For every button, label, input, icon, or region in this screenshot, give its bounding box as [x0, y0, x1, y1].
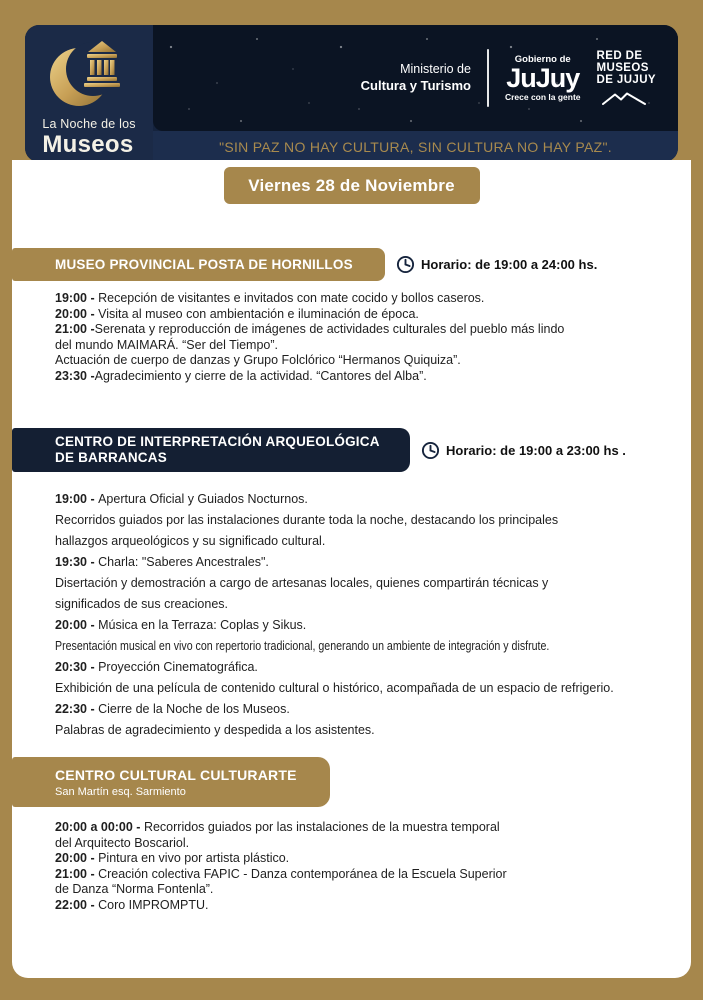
- network-line2: MUSEOS: [596, 61, 649, 74]
- header-right: [153, 25, 678, 162]
- section-subtitle: San Martín esq. Sarmiento: [55, 785, 186, 798]
- schedule-item: 22:00 - Coro IMPROMPTU.: [55, 897, 209, 912]
- network-line1: RED DE: [596, 49, 643, 62]
- schedule-item: significados de sus creaciones.: [55, 597, 229, 611]
- logo-title-line2: Museos: [42, 130, 134, 158]
- vertical-divider: [487, 49, 489, 107]
- section-barrancas-header: [12, 384, 691, 472]
- schedule-item: hallazgos arqueológicos y su significado cultural.: [55, 534, 326, 548]
- schedule-time-row: [396, 255, 597, 274]
- schedule-item: 22:30 - Cierre de la Noche de los Museos.: [55, 702, 290, 716]
- clock-icon: [421, 441, 440, 460]
- schedule-item: 19:00 - Apertura Oficial y Guiados Nocturnos.: [55, 492, 308, 506]
- header-banner: [25, 25, 678, 162]
- schedule-list: [55, 291, 651, 384]
- schedule-label: Horario: de 19:00 a 23:00 hs .: [446, 442, 626, 458]
- section-posta-hornillos-header: [12, 204, 691, 281]
- section-title: CENTRO CULTURAL CULTURARTE: [55, 766, 297, 783]
- section-title-line1: CENTRO DE INTERPRETACIÓN ARQUEOLÓGICA: [55, 434, 380, 450]
- schedule-item: del Arquitecto Boscariol.: [55, 835, 190, 850]
- jujuy-government-logo: [505, 55, 581, 102]
- schedule-label: Horario: de 19:00 a 24:00 hs.: [421, 257, 598, 272]
- crescent-museum-icon: [46, 33, 132, 116]
- schedule-list: [55, 820, 651, 913]
- logo-title-line1: La Noche de los: [42, 117, 136, 131]
- schedule-item: 20:00 a 00:00 - Recorridos guiados por las instalaciones de la muestra temporal: [55, 820, 500, 834]
- ministry-label: [361, 62, 471, 94]
- tagline-text: "SIN PAZ NO HAY CULTURA, SIN CULTURA NO HAY PAZ".: [219, 138, 612, 155]
- section-title-bar: [12, 248, 385, 281]
- schedule-item: Actuación de cuerpo de danzas y Grupo Folclórico “Hermanos Quiquiza”.: [55, 353, 461, 367]
- schedule-item: Palabras de agradecimiento y despedida a los asistentes.: [55, 723, 375, 737]
- schedule-item: 20:00 - Música en la Terraza: Coplas y Sikus.: [55, 618, 307, 632]
- schedule-item: de Danza “Norma Fontenla”.: [55, 882, 214, 896]
- date-banner: Viernes 28 de Noviembre: [224, 167, 480, 204]
- schedule-item: 20:00 - Visita al museo con ambientación e iluminación de época.: [55, 306, 419, 321]
- clock-icon: [396, 255, 415, 274]
- schedule-item: 20:30 - Proyección Cinematográfica.: [55, 660, 258, 674]
- schedule-item: 19:00 - Recepción de visitantes e invitados con mate cocido y bollos caseros.: [55, 291, 485, 305]
- mountain-icon: [601, 91, 647, 106]
- schedule-item: 21:00 -Serenata y reproducción de imágenes de actividades culturales del pueblo más lindo: [55, 322, 565, 336]
- schedule-item: Presentación musical en vivo con repertorio tradicional, generando un ambiente de integración y disfrute.: [55, 639, 550, 653]
- network-line3: DE JUJUY: [596, 74, 656, 87]
- tagline-strip: [153, 131, 678, 162]
- gov-top-label: Gobierno de: [514, 53, 571, 65]
- ministry-line1: Ministerio de: [400, 62, 471, 77]
- schedule-item: 19:30 - Charla: "Saberes Ancestrales".: [55, 555, 269, 569]
- noche-museos-logo: [25, 25, 153, 162]
- schedule-item: Exhibición de una película de contenido cultural o histórico, acompañada de un espacio de refrigerio.: [55, 681, 614, 695]
- schedule-item: 21:00 - Creación colectiva FAPIC - Danza contemporánea de la Escuela Superior: [55, 866, 507, 881]
- gov-slogan: Crece con la gente: [504, 92, 581, 102]
- logo-title: [42, 118, 135, 157]
- jujuy-wordmark: JuJuy: [506, 63, 580, 93]
- schedule-item: Disertación y demostración a cargo de artesanas locales, quienes compartirán técnicas y: [55, 576, 549, 590]
- schedule-item: Recorridos guiados por las instalaciones durante toda la noche, destacando los principales: [55, 513, 559, 527]
- schedule-list: [55, 489, 651, 741]
- schedule-item: del mundo MAIMARÁ. “Ser del Tiempo”.: [55, 337, 278, 352]
- schedule-time-row: [421, 441, 626, 460]
- content-area: [12, 160, 691, 978]
- red-museos-logo: [597, 50, 656, 106]
- section-title-bar: [12, 757, 330, 807]
- section-title-bar: [12, 428, 410, 472]
- schedule-item: 23:30 -Agradecimiento y cierre de la actividad. “Cantores del Alba”.: [55, 368, 427, 383]
- section-culturarte-header: [12, 741, 691, 807]
- section-title: MUSEO PROVINCIAL POSTA DE HORNILLOS: [55, 257, 353, 272]
- schedule-item: 20:00 - Pintura en vivo por artista plástico.: [55, 851, 290, 865]
- starry-sky-panel: [153, 25, 678, 131]
- section-title-line2: DE BARRANCAS: [55, 450, 167, 465]
- ministry-line2: Cultura y Turismo: [360, 77, 471, 93]
